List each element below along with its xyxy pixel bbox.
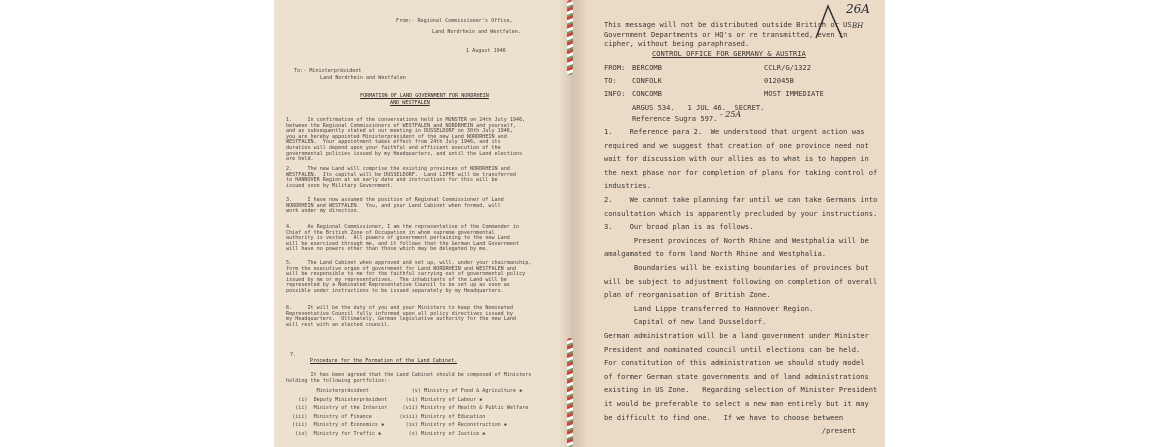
body-line: /present (604, 426, 856, 436)
portfolio-line: (i) Deputy Ministerpräsident (vi) Ministry of Labour ✱ (286, 396, 483, 403)
text-line: issued by me or my representatives. The inhabitants of the Land will be (286, 276, 507, 283)
text-line: governmental policies issued by my Headquarters, and until the Land elections (286, 150, 523, 157)
body-line: Boundaries will be existing boundaries of provinces but (604, 263, 869, 272)
portfolio-line: Ministerpräsident (v) Ministry of Food & Agriculture ✱ (286, 388, 523, 394)
body-line: of former German state governments and of land administrations (604, 371, 869, 381)
text-line: 3. I have now assumed the position of Regional Commissioner of Land (286, 197, 504, 203)
body-line: amalgamated to form land North Rhine and Westphalia. (604, 249, 827, 259)
text-line: holding the following portfolios:- (286, 377, 391, 384)
right-page (574, 0, 885, 447)
portfolio-line: (iii) Ministry of Finance (viii) Ministry of Education (286, 413, 486, 420)
text-line: between the Regional Commissioners of WESTFALEN and NORDRHEIN and yourself, (286, 122, 517, 129)
document-spread (274, 0, 885, 447)
routing-label: TO: (604, 76, 617, 85)
text-line: WESTFALEN. Its capital will be DUSSELDORF. Land LIPPE will be transferred (286, 171, 517, 178)
text-line: Representative Council fully informed upon all policy directives issued by (286, 310, 513, 317)
notice-line: This message will not be distributed outside British or US (604, 20, 852, 29)
body-line: it would be preferable to select a new man entirely but it may (604, 399, 869, 408)
body-line: existing in US Zone. Regarding selection of Minister President (604, 385, 878, 395)
routing-ref: MOST IMMEDIATE (764, 89, 824, 98)
paragraph-7-number: 7. (290, 352, 297, 358)
body-line: the next phase nor for completion of plans for taking control of (604, 167, 878, 177)
routing-name: CONCOMB (632, 89, 662, 98)
handwritten-initials: BH (852, 22, 864, 30)
portfolio-line: (iii) Ministry of Economics ✱ (ix) Ministry of Reconstruction ✱ (286, 422, 507, 428)
text-line: form the executive organ of government for Land NORDRHEIN and WESTFALEN and (286, 265, 517, 272)
from-line: From:- Regional Commissioner's Office, (396, 18, 513, 24)
text-line: represented by a Nominated Representative Council to be set up as soon as (286, 282, 510, 289)
text-line: authority is vested. All powers of government pertaining to the new Land (286, 235, 510, 242)
text-line: to HANNOVER Region at an early date and instructions for this will be (286, 177, 498, 184)
text-line: 6. It will be the duty of you and your Ministers to keep the Nominated (286, 305, 513, 311)
binding-string-top (567, 0, 573, 75)
body-line: consultation which is apparently precluded by your instructions. (604, 208, 878, 218)
text-line: are held. (286, 156, 314, 163)
routing-label: FROM: (604, 63, 626, 72)
body-line: 1. Reference para 2. We understood that urgent action was (604, 127, 865, 136)
letter-title-line-1: FORMATION OF LAND GOVERNMENT FOR NORDRHEIN (360, 93, 489, 99)
body-line: be difficult to find one. If we have to choose between (604, 412, 844, 422)
body-line: Present provinces of North Rhine and Westphalia will be (604, 235, 869, 245)
text-line: and as subsequently stated at our meeting in DUSSELDORF on 30th July 1946, (286, 128, 513, 135)
text-line: 5. The Land Cabinet when approved and set up, will, under your chairmanship, (286, 260, 532, 266)
text-line: 2. The new Land will comprise the existing provinces of NORDRHEIN and (286, 166, 510, 172)
body-line: will be subject to adjustment following on completion of overall (604, 276, 878, 286)
paragraph-7-heading: Procedure for the Formation of the Land Cabinet. (310, 358, 458, 364)
body-line: Land Lippe transferred to Hannover Region. (604, 303, 814, 313)
body-line: President and nominated council until elections can be held. (604, 344, 861, 354)
body-line: 3. Our broad plan is as follows. (604, 222, 754, 232)
to-address: Land Nordrhein and Westfalen (320, 75, 406, 81)
handwritten-reference: 26A (846, 2, 870, 16)
text-line: 1. In confirmation of the conversations held in MUNSTER on 24th July 1946, (286, 117, 526, 123)
text-line: will be exercised through me, and it follows that the German Land Government (286, 240, 520, 247)
body-line: 2. We cannot take planning far until we can take Germans into (604, 195, 878, 204)
address-line: Land Nordrhein and Westfalen. (432, 29, 521, 35)
to-line: To:- Ministerpräsident (294, 68, 362, 74)
body-line: plan of reorganisation of British Zone. (604, 290, 771, 300)
body-line: German administration will be a land government under Minister (604, 331, 869, 340)
routing-name: CONFOLK (632, 76, 662, 85)
body-line: Capital of new land Dusseldorf. (604, 317, 767, 327)
routing-label: INFO: (604, 89, 626, 98)
left-page (274, 0, 574, 447)
routing-ref: 012045B (764, 76, 794, 85)
text-line: It has been agreed that the Land Cabinet should be composed of Ministers (286, 372, 532, 378)
body-line: required and we suggest that creation of one province need not (604, 140, 869, 150)
text-line: Chief of the British Zone of Occupation in whom supreme governmental (286, 229, 495, 236)
notice-line: cipher, without being paraphrased. (604, 39, 750, 48)
office-heading: CONTROL OFFICE FOR GERMANY & AUSTRIA (652, 49, 806, 58)
text-line: WESTFALEN. Your appointment takes effect from 24th July 1946, and its (286, 139, 501, 146)
text-line: 4. As Regional Commissioner, I am the representative of the Commander in (286, 224, 520, 230)
text-line: duration will depend upon your faithful and efficient execution of the (286, 145, 501, 151)
portfolio-line: (ii) Ministry of the Interior (vii) Ministry of Health & Public Welfare (286, 405, 529, 411)
argus-line: ARGUS 534. 1 JUL 46. SECRET. (632, 103, 765, 112)
letter-title-line-2: AND WESTFALEN (390, 100, 430, 106)
routing-name: BERCOMB (632, 63, 662, 72)
body-line: industries. (604, 181, 651, 191)
text-line: issued soon by Military Government. (286, 182, 394, 189)
text-line: will have no powers other than those which may be delegated by me. (286, 246, 489, 253)
reference-line: Reference Sugra 597. (632, 114, 718, 123)
routing-ref: CCLR/G/1322 (764, 63, 811, 72)
body-line: wait for discussion with our allies as to what is to happen in (604, 154, 869, 164)
text-line: NORDRHEIN and WESTFALEN. You, and your Land Cabinet when formed, will (286, 202, 501, 209)
body-line: For constitution of this administration we should study model (604, 358, 865, 368)
book-gutter (558, 0, 588, 447)
text-line: work under my direction. (286, 208, 360, 215)
notice-line: Government Departments or HQ's or re transmitted, even in (604, 29, 848, 39)
portfolio-line: (iv) Ministry for Traffic ✱ (x) Ministry of Justice ✱ (286, 430, 486, 437)
text-line: will rest with an elected council. (286, 321, 391, 328)
text-line: you are hereby appointed Ministerpräsident of the new Land NORDRHEIN and (286, 133, 507, 140)
text-line: will be responsible to me for the faithful carrying out of governmental policy (286, 271, 526, 278)
letter-date: 1 August 1946 (466, 48, 506, 54)
handwritten-reference-mark: - 25A (720, 110, 742, 119)
text-line: possible under instructions to be issued separately by my Headquarters. (286, 288, 504, 294)
text-line: my Headquarters. Ultimately, German legislative authority for the new Land (286, 316, 517, 323)
binding-string-bottom (567, 338, 573, 447)
